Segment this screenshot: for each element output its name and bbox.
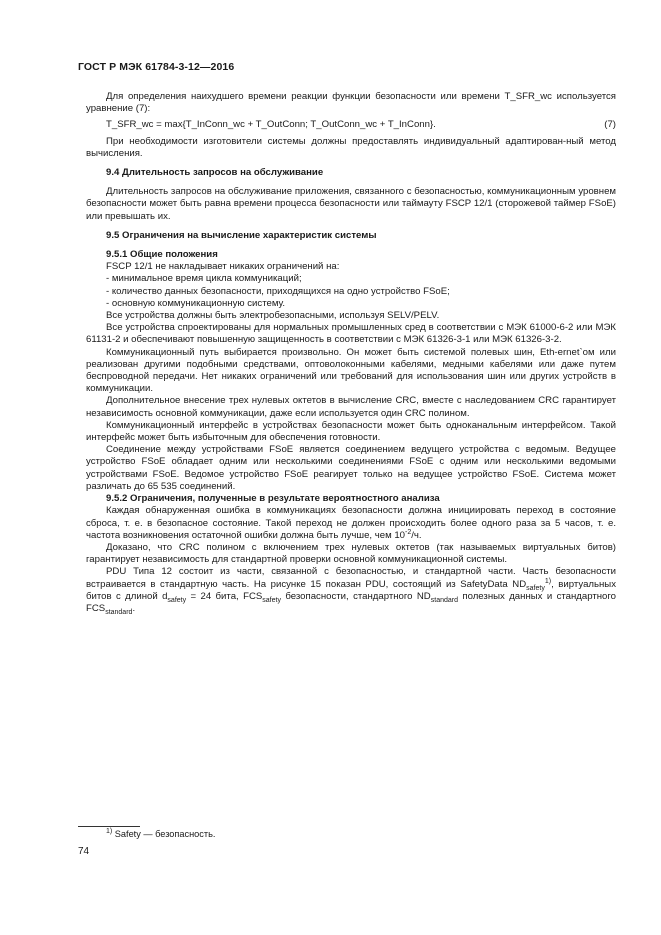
subscript: standard bbox=[430, 596, 458, 604]
paragraph-pdu bbox=[86, 566, 616, 615]
paragraph: Дополнительное внесение трех нулевых октетов в вычисление CRC, вместе с наследованием CRC гарантирует независимость основной коммуникации, даже если используется один CRC полином. bbox=[86, 395, 616, 419]
paragraph-text: полезных данных и стандартного FCS bbox=[86, 590, 616, 614]
paragraph: Длительность запросов на обслуживание приложения, связанного с безопасностью, коммуникационным уровнем безопасности может быть равна времени процесса безопасности или таймауту FSCP 12/1 (сторожевой таймер FSoE) или превышать их. bbox=[86, 186, 616, 222]
paragraph bbox=[86, 505, 616, 542]
document-body bbox=[86, 91, 616, 615]
paragraph-text: = 24 бита, FCS bbox=[186, 590, 263, 602]
paragraph: Для определения наихудшего времени реакции функции безопасности или времени T_SFR_wc используется уравнение (7): bbox=[86, 91, 616, 115]
paragraph: При необходимости изготовители системы должны предоставлять индивидуальный адаптирован-ный метод вычисления. bbox=[86, 135, 616, 159]
subscript: safety bbox=[526, 584, 545, 592]
footnote-separator bbox=[78, 826, 140, 827]
page-number: 74 bbox=[78, 846, 90, 857]
paragraph-text: Каждая обнаруженная ошибка в коммуникациях безопасности должна инициировать переход в состояние сброса, т. е. в безопасное состояние. Такой переход не должен происходить более одного раза за 5 часов, т. е. частота возникновения остаточной ошибки должна быть лучше, чем 10 bbox=[86, 505, 616, 541]
paragraph: Все устройства спроектированы для нормальных промышленных сред в соответствии с МЭК 61000-6-2 или МЭК 61131-2 и обеспечивают повышенную защищенность в соответствии с МЭК 61326-3-1 или МЭК 61326-3-2. bbox=[86, 322, 616, 346]
subscript: standard bbox=[105, 608, 133, 616]
section-heading-9-4: 9.4 Длительность запросов на обслуживание bbox=[106, 167, 324, 179]
paragraph-text: /ч. bbox=[411, 529, 422, 541]
section-heading-9-5: 9.5 Ограничения на вычисление характеристик системы bbox=[106, 229, 377, 241]
paragraph: FSCP 12/1 не накладывает никаких ограничений на: bbox=[106, 261, 340, 273]
subscript: safety bbox=[262, 596, 281, 604]
paragraph: Все устройства должны быть электробезопасными, используя SELV/PELV. bbox=[106, 310, 440, 322]
paragraph: Доказано, что CRC полином с включением трех нулевых октетов (так называемых виртуальных битов) гарантирует независимость для стандартной проверки основной коммуникационной системы. bbox=[86, 541, 616, 566]
paragraph-text: . bbox=[132, 602, 136, 614]
paragraph: Коммуникационный интерфейс в устройствах безопасности может быть одноканальным интерфейсом. Такой интерфейс может быть избыточным для обеспечения готовности. bbox=[86, 419, 616, 444]
footnote-mark: 1) bbox=[106, 827, 113, 835]
footnote-reference: 1) bbox=[544, 577, 552, 585]
formula-number: (7) bbox=[604, 119, 616, 131]
superscript: -2 bbox=[405, 528, 412, 536]
formula-7 bbox=[86, 119, 616, 131]
paragraph: Соединение между устройствами FSoE является соединением ведущего устройства с ведомым. Ведущее устройство FSoE обладает одним или несколькими соединениями FSoE с одним или несколькими ведомыми устройствами FSoE. Ведомое устройство FSoE реагирует только на ведущее устройство FSoE. Система может различать до 65 535 соединений. bbox=[86, 444, 616, 492]
footnote bbox=[106, 829, 215, 839]
formula-text: T_SFR_wc = max{T_InConn_wc + T_OutConn; T_OutConn_wc + T_InConn}. bbox=[106, 119, 436, 131]
list-item: - количество данных безопасности, приходящихся на одно устройство FSoE; bbox=[106, 285, 450, 297]
list-item: - минимальное время цикла коммуникаций; bbox=[106, 273, 302, 285]
paragraph-text: PDU Типа 12 состоит из части, связанной с безопасностью, и стандартной части. Часть безопасности встраивается в стандартную часть. На рисунке 15 показан PDU, состоящий из SafetyData ND bbox=[86, 566, 616, 590]
subscript: safety bbox=[167, 596, 187, 604]
paragraph: Коммуникационный путь выбирается произвольно. Он может быть системой полевых шин, Eth-ernet`ом или реализован другими подобными средствами, оптоволоконными кабелями, медными кабелями или даже путем беспроводной передачи. Нет никаких ограничений или требований для использования шин или других устройств в коммуникации. bbox=[86, 346, 616, 395]
subsection-heading-9-5-2: 9.5.2 Ограничения, полученные в результате вероятностного анализа bbox=[106, 493, 440, 505]
document-header: ГОСТ Р МЭК 61784-3-12—2016 bbox=[78, 61, 235, 73]
subsection-heading-9-5-1: 9.5.1 Общие положения bbox=[106, 249, 218, 261]
paragraph-text: , виртуальных битов с длиной d bbox=[86, 578, 616, 602]
list-item: - основную коммуникационную систему. bbox=[106, 297, 286, 309]
footnote-text: Safety — безопасность. bbox=[112, 829, 216, 839]
paragraph-text: безопасности, стандартного ND bbox=[280, 590, 431, 602]
